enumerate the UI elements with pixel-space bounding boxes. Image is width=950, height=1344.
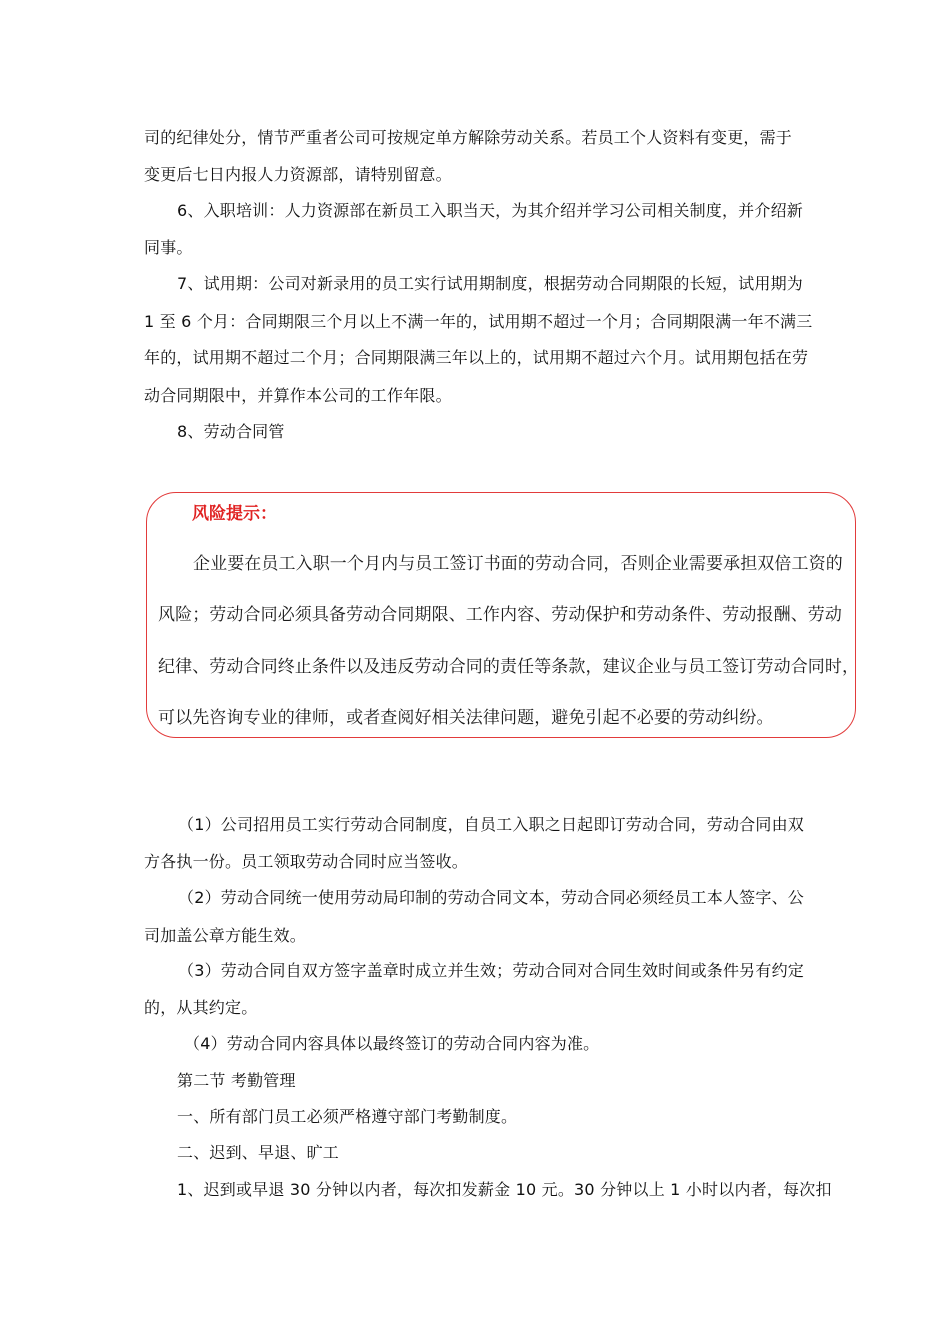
- body-text-line: 司加盖公章方能生效。: [144, 926, 307, 945]
- risk-tip-line: 可以先咨询专业的律师，或者查阅好相关法律问题，避免引起不必要的劳动纠纷。: [158, 708, 774, 728]
- body-text-line: 1 至 6 个月：合同期限三个月以上不满一年的，试用期不超过一个月；合同期限满一年不满三: [144, 312, 813, 331]
- risk-tip-title: 风险提示：: [192, 504, 277, 524]
- body-text-line: 司的纪律处分，情节严重者公司可按规定单方解除劳动关系。若员工个人资料有变更，需于: [144, 128, 793, 147]
- body-text-line: 动合同期限中，并算作本公司的工作年限。: [144, 386, 452, 405]
- body-text-line: 1、迟到或早退 30 分钟以内者，每次扣发薪金 10 元。30 分钟以上 1 小时以内者，每次扣: [177, 1180, 832, 1199]
- body-text-line: 7、试用期：公司对新录用的员工实行试用期制度，根据劳动合同期限的长短，试用期为: [177, 274, 803, 293]
- risk-tip-line: 企业要在员工入职一个月内与员工签订书面的劳动合同，否则企业需要承担双倍工资的: [193, 554, 843, 574]
- body-text-line: 的，从其约定。: [144, 998, 258, 1017]
- risk-tip-line: 风险；劳动合同必须具备劳动合同期限、工作内容、劳动保护和劳动条件、劳动报酬、劳动: [158, 605, 842, 625]
- body-text-line: 6、入职培训：人力资源部在新员工入职当天，为其介绍并学习公司相关制度，并介绍新: [177, 201, 803, 220]
- body-text-line: 二、迟到、早退、旷工: [177, 1143, 340, 1162]
- body-text-line: 方各执一份。员工领取劳动合同时应当签收。: [144, 852, 469, 871]
- risk-tip-line: 纪律、劳动合同终止条件以及违反劳动合同的责任等条款，建议企业与员工签订劳动合同时，: [158, 657, 860, 677]
- body-text-line: 一、所有部门员工必须严格遵守部门考勤制度。: [177, 1107, 518, 1126]
- body-text-line: （2）劳动合同统一使用劳动局印制的劳动合同文本，劳动合同必须经员工本人签字、公: [178, 888, 804, 907]
- section-heading: 第二节 考勤管理: [177, 1071, 296, 1090]
- body-text-line: 年的，试用期不超过二个月；合同期限满三年以上的，试用期不超过六个月。试用期包括在劳: [144, 348, 809, 367]
- body-text-line: （3）劳动合同自双方签字盖章时成立并生效；劳动合同对合同生效时间或条件另有约定: [178, 961, 804, 980]
- body-text-line: （4）劳动合同内容具体以最终签订的劳动合同内容为准。: [184, 1034, 600, 1053]
- section-heading: 8、劳动合同管: [177, 422, 285, 441]
- body-text-line: 同事。: [144, 238, 193, 257]
- body-text-line: （1）公司招用员工实行劳动合同制度，自员工入职之日起即订劳动合同，劳动合同由双: [178, 815, 804, 834]
- body-text-line: 变更后七日内报人力资源部，请特别留意。: [144, 165, 452, 184]
